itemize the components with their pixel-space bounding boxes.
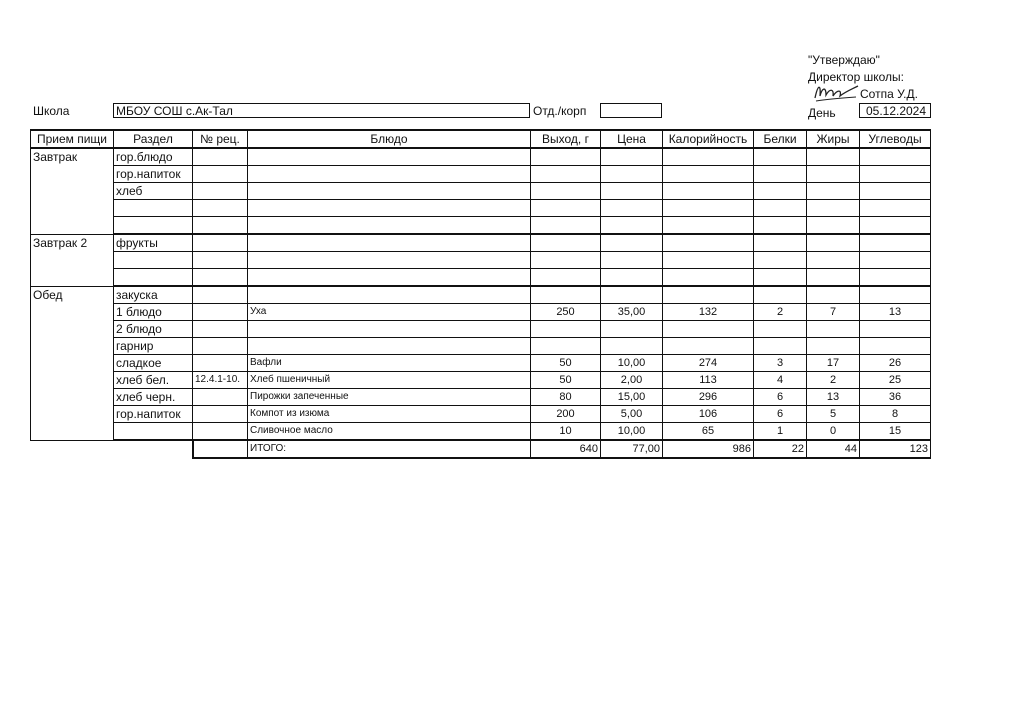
menu-table — [30, 129, 931, 459]
total-row — [31, 440, 931, 458]
table-cell: гор.блюдо — [114, 148, 193, 166]
table-row — [31, 166, 931, 183]
table-row — [31, 234, 931, 252]
table-header-row — [31, 130, 931, 148]
table-cell: хлеб — [114, 183, 193, 200]
total-empty-cell — [193, 440, 248, 458]
table-cell: 296 — [663, 389, 754, 406]
table-cell — [193, 286, 248, 304]
table-row — [31, 217, 931, 235]
table-cell — [248, 338, 531, 355]
table-cell: 5,00 — [601, 406, 663, 423]
table-cell — [193, 423, 248, 441]
school-label: Школа — [33, 104, 70, 118]
column-header: Калорийность — [663, 130, 754, 148]
school-field[interactable]: МБОУ СОШ с.Ак-Тал — [113, 103, 530, 118]
table-cell: 36 — [860, 389, 931, 406]
table-cell — [193, 252, 248, 269]
table-cell — [248, 234, 531, 252]
dept-field[interactable] — [600, 103, 662, 118]
table-cell — [860, 269, 931, 287]
table-cell: 132 — [663, 304, 754, 321]
table-cell — [601, 321, 663, 338]
total-value: 44 — [807, 440, 860, 458]
table-cell: Уха — [248, 304, 531, 321]
table-cell: гор.напиток — [114, 406, 193, 423]
table-cell — [754, 252, 807, 269]
table-cell: гарнир — [114, 338, 193, 355]
table-cell: 10,00 — [601, 423, 663, 441]
empty-cell — [114, 440, 193, 458]
table-cell: сладкое — [114, 355, 193, 372]
column-header: Прием пищи — [31, 130, 114, 148]
table-cell: Пирожки запеченные — [248, 389, 531, 406]
table-cell: 65 — [663, 423, 754, 441]
table-cell — [754, 234, 807, 252]
table-cell — [193, 355, 248, 372]
table-cell — [754, 286, 807, 304]
table-cell — [807, 338, 860, 355]
table-cell — [531, 252, 601, 269]
total-value: 986 — [663, 440, 754, 458]
table-cell — [193, 200, 248, 217]
table-row — [31, 406, 931, 423]
table-row — [31, 372, 931, 389]
table-cell — [248, 321, 531, 338]
table-cell — [193, 389, 248, 406]
table-row — [31, 423, 931, 441]
table-cell — [531, 338, 601, 355]
total-value: 22 — [754, 440, 807, 458]
column-header: Углеводы — [860, 130, 931, 148]
table-cell — [531, 234, 601, 252]
table-cell: 250 — [531, 304, 601, 321]
table-cell: закуска — [114, 286, 193, 304]
table-cell — [248, 252, 531, 269]
table-cell — [601, 286, 663, 304]
table-cell — [807, 234, 860, 252]
table-cell: 6 — [754, 406, 807, 423]
table-cell — [114, 269, 193, 287]
table-cell — [754, 200, 807, 217]
table-cell — [754, 338, 807, 355]
column-header: Цена — [601, 130, 663, 148]
table-row — [31, 252, 931, 269]
table-cell: 106 — [663, 406, 754, 423]
table-cell: 10 — [531, 423, 601, 441]
table-cell: 10,00 — [601, 355, 663, 372]
table-cell — [663, 234, 754, 252]
table-cell — [531, 269, 601, 287]
column-header: Выход, г — [531, 130, 601, 148]
table-cell: 15,00 — [601, 389, 663, 406]
table-cell: 15 — [860, 423, 931, 441]
approval-position: Директор школы: — [808, 70, 904, 84]
table-cell — [807, 286, 860, 304]
table-cell: 25 — [860, 372, 931, 389]
meal-cell: Завтрак 2 — [31, 234, 114, 286]
table-cell — [860, 338, 931, 355]
table-cell — [248, 200, 531, 217]
table-cell — [114, 252, 193, 269]
table-cell — [663, 252, 754, 269]
table-cell — [860, 286, 931, 304]
total-value: 123 — [860, 440, 931, 458]
table-cell — [248, 269, 531, 287]
table-cell: 274 — [663, 355, 754, 372]
table-cell: 3 — [754, 355, 807, 372]
table-cell — [860, 234, 931, 252]
table-row — [31, 183, 931, 200]
table-cell — [114, 217, 193, 235]
table-cell — [807, 269, 860, 287]
table-cell: 4 — [754, 372, 807, 389]
table-cell: 2 — [807, 372, 860, 389]
table-cell — [601, 269, 663, 287]
total-value: 77,00 — [601, 440, 663, 458]
table-cell — [601, 166, 663, 183]
table-cell: 113 — [663, 372, 754, 389]
dept-label: Отд./корп — [533, 104, 587, 118]
meal-cell: Обед — [31, 286, 114, 440]
table-cell: хлеб бел. — [114, 372, 193, 389]
table-cell: 2,00 — [601, 372, 663, 389]
table-cell — [663, 338, 754, 355]
table-cell — [860, 217, 931, 235]
table-cell — [193, 304, 248, 321]
table-row — [31, 286, 931, 304]
table-cell — [860, 252, 931, 269]
table-cell — [860, 200, 931, 217]
table-cell — [807, 148, 860, 166]
table-cell: 200 — [531, 406, 601, 423]
table-cell — [807, 166, 860, 183]
table-cell: Вафли — [248, 355, 531, 372]
table-cell — [663, 321, 754, 338]
table-cell — [754, 148, 807, 166]
table-cell — [248, 217, 531, 235]
table-cell: Хлеб пшеничный — [248, 372, 531, 389]
table-cell: 50 — [531, 355, 601, 372]
table-cell — [531, 321, 601, 338]
column-header: Жиры — [807, 130, 860, 148]
table-cell — [601, 234, 663, 252]
table-cell — [193, 338, 248, 355]
table-cell — [531, 166, 601, 183]
day-label: День — [808, 106, 836, 120]
table-cell — [601, 338, 663, 355]
table-cell: 13 — [807, 389, 860, 406]
table-cell: 1 — [754, 423, 807, 441]
table-cell — [754, 269, 807, 287]
table-row — [31, 321, 931, 338]
table-cell: 80 — [531, 389, 601, 406]
table-row — [31, 338, 931, 355]
table-cell: 12.4.1-10. — [193, 372, 248, 389]
signature-icon — [812, 80, 860, 104]
table-cell — [193, 148, 248, 166]
total-value: 640 — [531, 440, 601, 458]
table-row — [31, 355, 931, 372]
table-cell — [193, 166, 248, 183]
table-cell — [807, 183, 860, 200]
table-cell — [807, 217, 860, 235]
column-header: Раздел — [114, 130, 193, 148]
table-cell: 35,00 — [601, 304, 663, 321]
table-cell: 8 — [860, 406, 931, 423]
table-cell — [601, 148, 663, 166]
total-label: ИТОГО: — [248, 440, 531, 458]
table-cell — [754, 183, 807, 200]
table-cell — [193, 269, 248, 287]
table-row — [31, 269, 931, 287]
column-header: Белки — [754, 130, 807, 148]
table-cell — [663, 217, 754, 235]
table-cell: фрукты — [114, 234, 193, 252]
table-cell: 50 — [531, 372, 601, 389]
table-cell — [860, 321, 931, 338]
table-cell — [663, 183, 754, 200]
table-cell — [531, 183, 601, 200]
table-cell: 2 блюдо — [114, 321, 193, 338]
table-cell: Сливочное масло — [248, 423, 531, 441]
table-cell — [114, 423, 193, 441]
table-cell: Компот из изюма — [248, 406, 531, 423]
table-row — [31, 200, 931, 217]
table-cell — [663, 166, 754, 183]
table-cell — [807, 321, 860, 338]
table-cell — [248, 148, 531, 166]
table-cell — [601, 183, 663, 200]
table-cell — [601, 217, 663, 235]
table-row — [31, 389, 931, 406]
table-cell — [663, 200, 754, 217]
table-cell: хлеб черн. — [114, 389, 193, 406]
table-cell — [193, 406, 248, 423]
table-cell — [248, 286, 531, 304]
day-field[interactable]: 05.12.2024 — [859, 103, 931, 118]
table-cell — [248, 166, 531, 183]
column-header: № рец. — [193, 130, 248, 148]
table-cell — [754, 217, 807, 235]
table-cell: гор.напиток — [114, 166, 193, 183]
table-cell: 1 блюдо — [114, 304, 193, 321]
table-cell: 7 — [807, 304, 860, 321]
table-cell: 17 — [807, 355, 860, 372]
table-cell — [531, 148, 601, 166]
approval-title: "Утверждаю" — [808, 53, 880, 67]
table-cell: 13 — [860, 304, 931, 321]
table-cell — [531, 200, 601, 217]
table-cell — [248, 183, 531, 200]
table-cell — [193, 321, 248, 338]
table-cell — [807, 252, 860, 269]
table-cell: 2 — [754, 304, 807, 321]
table-cell — [663, 286, 754, 304]
table-row — [31, 148, 931, 166]
meal-cell: Завтрак — [31, 148, 114, 234]
column-header: Блюдо — [248, 130, 531, 148]
table-cell: 26 — [860, 355, 931, 372]
table-cell — [531, 286, 601, 304]
table-cell: 6 — [754, 389, 807, 406]
table-row — [31, 304, 931, 321]
table-cell — [860, 166, 931, 183]
table-cell — [531, 217, 601, 235]
table-cell — [754, 166, 807, 183]
table-cell: 0 — [807, 423, 860, 441]
table-cell — [193, 183, 248, 200]
table-cell — [860, 183, 931, 200]
table-cell — [114, 200, 193, 217]
table-cell — [663, 269, 754, 287]
table-cell — [663, 148, 754, 166]
table-cell — [193, 234, 248, 252]
empty-cell — [31, 440, 114, 458]
table-cell: 5 — [807, 406, 860, 423]
table-cell — [601, 200, 663, 217]
table-cell — [754, 321, 807, 338]
approval-signer: Сотпа У.Д. — [860, 87, 918, 101]
table-cell — [601, 252, 663, 269]
table-cell — [860, 148, 931, 166]
table-cell — [807, 200, 860, 217]
table-cell — [193, 217, 248, 235]
